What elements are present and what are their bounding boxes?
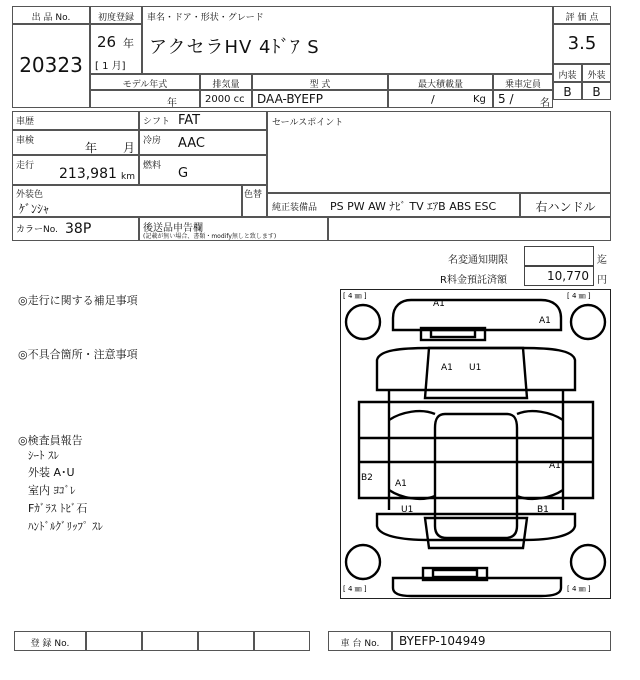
history-cell [12,111,139,130]
exterior-label-cell [582,64,611,82]
damage-mark: B2 [361,473,373,483]
interior-grade: B [563,85,572,99]
registration-box [142,631,198,651]
model-year-label: モデル年式 [122,80,168,90]
tire-rear-right [571,545,605,579]
exterior-grade-cell [582,82,611,100]
rating-cell [553,24,611,64]
capacity-label: 乗車定員 [504,80,541,90]
car-diagram [341,290,610,598]
type-cell [252,90,388,108]
fuel-label: 燃料 [143,161,162,171]
inspection-month: 月 [123,141,136,155]
tire-rear-left [346,545,380,579]
mileage-unit: km [121,172,135,182]
deadline-label: 名変通知期限 [448,255,508,266]
tire-front-left [346,305,380,339]
ac-value: AAC [178,136,205,151]
rear-window [425,518,527,548]
shift-value: FAT [178,113,201,128]
damage-mark: U1 [469,363,482,373]
tire-depth-tr: [ 4 ㎜ ] [567,292,591,300]
lot-number: 20323 [19,53,83,77]
lot-label: 出 品 No. [31,13,71,23]
first-reg-value-cell [90,24,142,74]
first-reg-month: [ 1 月] [95,61,126,72]
mileage-value: 213,981 [59,166,117,182]
history-label: 車歴 [16,117,35,127]
first-reg-year-suffix: 年 [123,37,134,50]
aftermarket-note: (記載が無い場合、書類・modify無しと致します) [143,233,277,240]
damage-mark: A1 [539,316,551,326]
displacement-cell [200,90,252,108]
color-change-cell [242,185,267,217]
type-label: 型 式 [309,80,331,90]
tire-depth-tl: [ 4 ㎜ ] [343,292,367,300]
tire-depth-bl: [ 4 ㎜ ] [343,585,367,593]
aftermarket-cell [139,217,328,241]
car-name-label: 車名・ドア・形状・グレード [147,13,264,23]
model-year-cell [90,90,200,108]
registration-label-cell [14,631,86,651]
damage-diagram-frame [340,289,611,599]
capacity-label-cell [493,74,553,90]
car-name-cell [142,6,553,74]
defects-label: ◎不具合箇所・注意事項 [18,348,138,361]
recycle-box [524,266,594,286]
damage-mark: A1 [395,479,407,489]
load-value: / [431,93,435,106]
inspection-label: 車検 [16,136,35,146]
rating-value: 3.5 [567,33,597,54]
registration-box [254,631,310,651]
type-value: DAA-BYEFP [257,92,324,106]
inspector-line: ﾊﾝﾄﾞﾙｸﾞﾘｯﾌﾟ ｽﾚ [28,520,103,533]
registration-label: 登 録 No. [30,639,70,649]
damage-mark: U1 [401,505,414,515]
steering-value: 右ハンドル [535,200,596,214]
sales-point-label: セールスポイント [272,118,344,128]
recycle-unit: 円 [597,275,607,286]
exterior-label: 外装 [587,71,606,81]
load-label-cell [388,74,493,90]
damage-mark: B1 [537,505,549,515]
capacity-cell [493,90,553,108]
interior-label-cell [553,64,582,82]
deadline-unit: 迄 [597,255,607,266]
inspector-line: ｼｰﾄ ｽﾚ [28,449,59,462]
capacity-value: 5 / [498,92,514,106]
damage-mark: A1 [433,299,445,309]
chassis-label: 車 台 No. [340,639,380,649]
ac-cell [139,130,267,155]
inspection-year: 年 [85,141,98,155]
steering-cell [520,193,611,217]
model-year-label-cell [90,74,200,90]
tire-front-right [571,305,605,339]
equipment-cell [267,193,520,217]
car-name: アクセラHV 4ﾄﾞｱ S [149,37,320,58]
inspector-line: Fｶﾞﾗｽ ﾄﾋﾞ石 [28,502,88,515]
shift-label: シフト [143,117,171,127]
color-no-label: カラーNo. [16,225,58,235]
mileage-label: 走行 [16,161,35,171]
chassis-label-cell [328,631,392,651]
inspection-cell [12,130,139,155]
rating-label: 評 価 点 [565,13,599,23]
displacement-value: 2000 cc [205,94,245,105]
registration-box [86,631,142,651]
load-cell [388,90,493,108]
front-bumper [393,300,561,330]
roof [435,414,517,538]
displacement-label: 排気量 [212,80,240,90]
inspector-line: 室内 ﾖｺﾞﾚ [28,484,76,497]
chassis-number: BYEFP-104949 [399,634,486,648]
load-unit: Kg [473,94,486,105]
ac-label: 冷房 [143,136,162,146]
color-cell [12,185,242,217]
sales-point-cell [267,111,611,193]
driving-remarks-label: ◎走行に関する補足事項 [18,294,138,307]
damage-mark: A1 [549,461,561,471]
first-reg-year: 26 [97,33,117,51]
color-change-label: 色替 [244,190,263,200]
lot-number-cell [12,24,90,108]
interior-grade-cell [553,82,582,100]
mileage-cell [12,155,139,185]
color-no-cell [12,217,139,241]
shift-cell [139,111,267,130]
tire-depth-br: [ 4 ㎜ ] [567,585,591,593]
color-value: ｹﾞﾝｼｬ [19,202,50,216]
recycle-label: R料金預託済額 [440,275,507,286]
recycle-value: 10,770 [547,269,589,283]
damage-mark: A1 [441,363,453,373]
chassis-number-cell [392,631,611,651]
aftermarket-extra-cell [328,217,611,241]
capacity-unit: 名 [540,98,550,109]
type-label-cell [252,74,388,90]
deadline-box [524,246,594,266]
exterior-grade: B [592,85,601,99]
equipment-value: PS PW AW ﾅﾋﾞ TV ｴｱB ABS ESC [330,200,497,213]
inspector-label: ◎検査員報告 [18,434,83,447]
equipment-label: 純正装備品 [272,203,318,213]
lot-label-cell [12,6,90,24]
fuel-value: G [178,166,189,181]
interior-label: 内装 [558,71,577,81]
fuel-cell [139,155,267,185]
model-year-suffix: 年 [167,98,177,109]
rating-label-cell [553,6,611,24]
registration-box [198,631,254,651]
displacement-label-cell [200,74,252,90]
color-no-value: 38P [65,221,92,237]
first-reg-label-cell [90,6,142,24]
aftermarket-label: 後送品申告欄 [143,223,203,234]
inspector-line: 外装 A･U [28,466,75,479]
color-label: 外装色 [16,190,44,200]
first-reg-label: 初度登録 [97,13,134,23]
load-label: 最大積載量 [417,80,463,90]
